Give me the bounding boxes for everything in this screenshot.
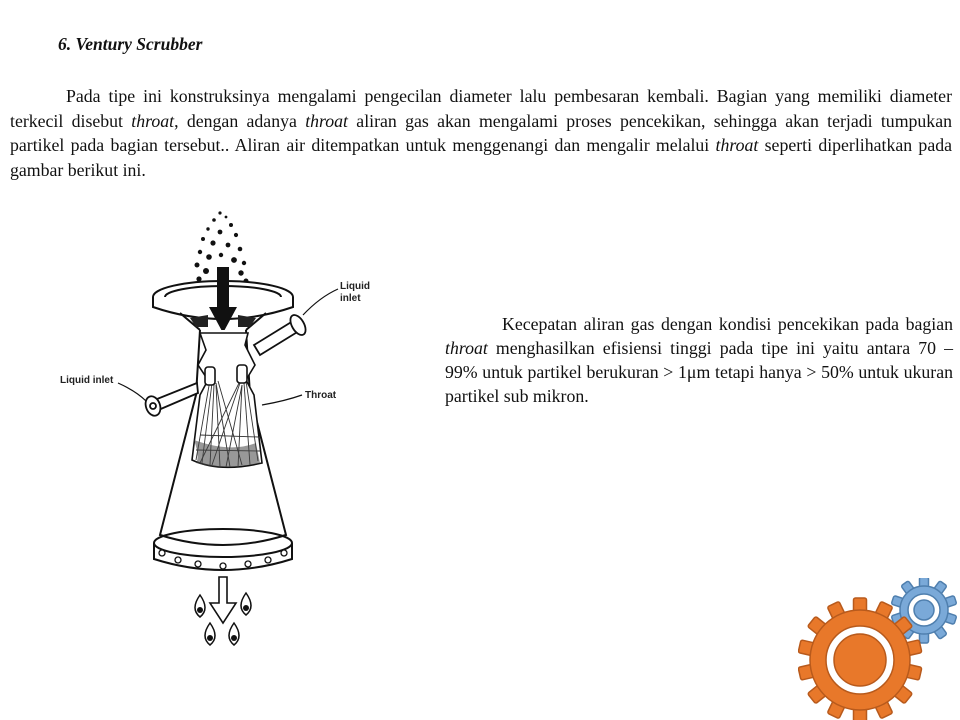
section-heading: 6. Ventury Scrubber: [58, 34, 203, 54]
para2-text-1: Kecepatan aliran gas dengan kondisi pencekikan pada bagian: [502, 314, 953, 334]
para1-text-3: aliran gas akan mengalami proses pencekikan, sehingga akan terjadi tumpukan partikel pada bagian tersebut.. Aliran air ditempatkan untuk menggenangi dan mengalir melalui: [10, 110, 952, 155]
liquid-inlet-pipe-right: [254, 312, 309, 355]
para1-text-4: seperti diperlihatkan pada gambar berikut ini.: [10, 135, 952, 180]
gear-center: [914, 600, 934, 620]
gear-center: [834, 634, 886, 686]
para2-text-2: menghasilkan efisiensi tinggi pada tipe ini yaitu antara 70 – 99% untuk partikel berukuran > 1μm tetapi hanya > 50% untuk ukuran partikel sub mikron.: [445, 338, 953, 406]
venturi-scrubber-diagram: [50, 205, 380, 665]
para1-throat-3: throat: [715, 135, 759, 155]
label-liquid-inlet-top: Liquid: [340, 281, 370, 292]
liquid-inlet-pipe-left: [143, 383, 198, 418]
label-throat: Throat: [305, 390, 337, 401]
para1-text-2: , dengan adanya: [174, 110, 306, 131]
decorative-gears: [798, 578, 960, 720]
efficiency-paragraph: [445, 312, 953, 408]
intro-paragraph: [10, 84, 952, 182]
label-liquid-inlet-left: Liquid inlet: [60, 375, 114, 386]
outlet-arrow: [210, 577, 236, 623]
label-liquid-inlet-top-2: inlet: [340, 293, 361, 304]
para1-text-1: Pada tipe ini konstruksinya mengalami pengecilan diameter lalu pembesaran kembali. Bagian yang memiliki diameter terkecil disebut: [10, 86, 952, 131]
para1-throat-2: throat: [305, 110, 348, 131]
para2-throat: throat: [445, 338, 488, 358]
para1-throat-1: throat: [131, 110, 175, 131]
